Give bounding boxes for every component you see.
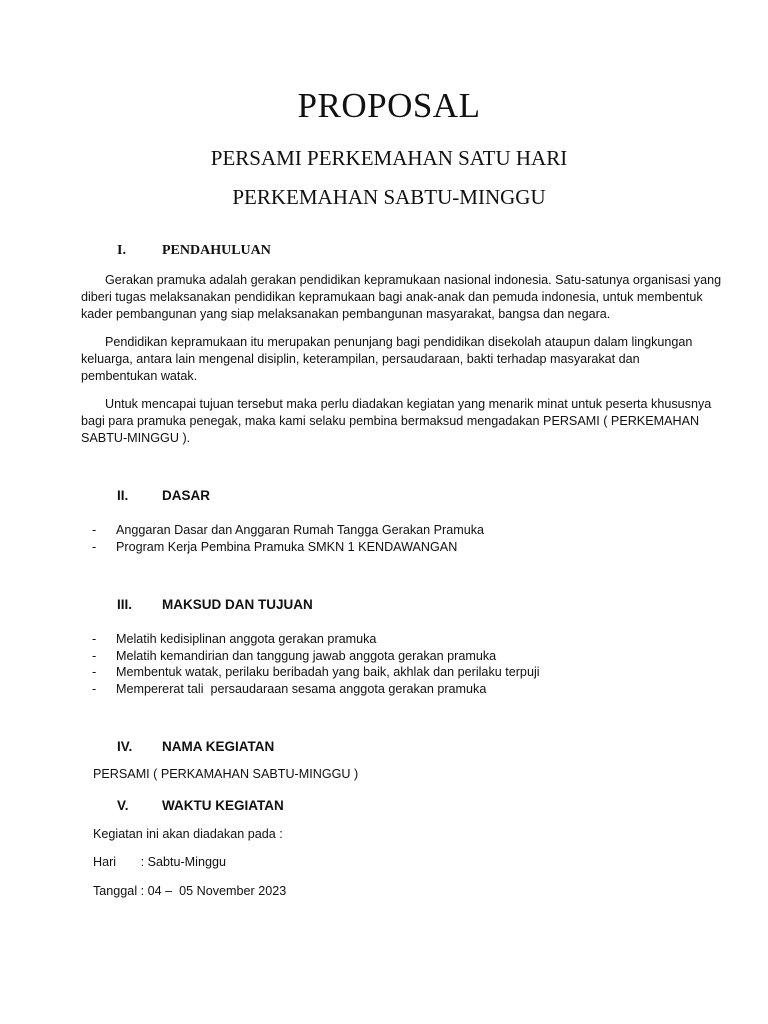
list-marker: - [92,681,97,696]
nama-kegiatan-text: PERSAMI ( PERKAMAHAN SABTU-MINGGU ) [93,767,359,781]
waktu-hari-text: Hari : Sabtu-Minggu [93,855,226,869]
paragraph-pendahuluan-3 [81,396,735,447]
list-item [92,539,484,556]
paragraph-line: Untuk mencapai tujuan tersebut maka perlu diadakan kegiatan yang menarik minat untuk peserta khususnya [105,397,712,411]
list-marker: - [92,632,97,646]
section-title: NAMA KEGIATAN [162,739,275,754]
document-subtitle-1: PERSAMI PERKEMAHAN SATU HARI [210,146,568,170]
waktu-tanggal-text: Tanggal : 04 – 05 November 2023 [93,884,287,898]
paragraph-line: pembentukan watak. [81,369,198,383]
list-item [92,648,540,665]
document-subtitle-2: PERKEMAHAN SABTU-MINGGU [232,185,546,209]
paragraph-line: bagi para pramuka penegak, maka kami selaku pembina bermaksud mengadakan PERSAMI ( PERKEMAHAN [81,414,700,428]
list-item-text: Melatih kedisiplinan anggota gerakan pramuka [116,632,377,646]
section-number: I. [117,243,126,258]
list-marker: - [92,539,97,554]
maksud-tujuan-list [92,631,540,697]
section-title: DASAR [162,488,211,503]
dasar-list [92,522,484,555]
section-number: V. [117,798,129,813]
list-marker: - [92,665,97,679]
section-title: WAKTU KEGIATAN [162,798,284,813]
section-number: III. [117,597,133,612]
list-item-text: Program Kerja Pembina Pramuka SMKN 1 KENDAWANGAN [116,539,458,554]
paragraph-line: keluarga, antara lain mengenal disiplin, keterampilan, persaudaraan, bakti terhadap masyarakat dan [81,352,640,366]
list-item-text: Membentuk watak, perilaku beribadah yang baik, akhlak dan perilaku terpuji [116,665,540,679]
paragraph-pendahuluan-1 [81,272,735,323]
list-item-text: Anggaran Dasar dan Anggaran Rumah Tangga Gerakan Pramuka [116,523,485,537]
section-title: MAKSUD DAN TUJUAN [162,597,313,612]
paragraph-line: SABTU-MINGGU ). [81,431,191,445]
paragraph-line: Gerakan pramuka adalah gerakan pendidikan kepramukaan nasional indonesia. Satu-satunya organisasi yang [105,273,722,287]
paragraph-pendahuluan-2 [81,334,735,385]
section-title: PENDAHULUAN [162,243,271,258]
list-item [92,522,484,539]
section-number: IV. [117,739,133,754]
list-marker: - [92,648,97,663]
list-item-text: Mempererat tali persaudaraan sesama anggota gerakan pramuka [116,681,487,696]
list-marker: - [92,523,97,537]
list-item-text: Melatih kemandirian dan tanggung jawab anggota gerakan pramuka [116,648,497,663]
document-title: PROPOSAL [297,86,481,125]
paragraph-line: kader pembangunan yang siap melaksanakan pembangunan masyarakat, bangsa dan negara. [81,307,611,321]
paragraph-line: Pendidikan kepramukaan itu merupakan penunjang bagi pendidikan disekolah ataupun dalam lingkungan [105,335,693,349]
paragraph-line: diberi tugas melaksanakan pendidikan kepramukaan bagi anak-anak dan pemuda indonesia, untuk membentuk [81,290,703,304]
section-number: II. [117,488,129,503]
list-item [92,664,540,681]
list-item [92,631,540,648]
waktu-intro-text: Kegiatan ini akan diadakan pada : [93,827,283,841]
list-item [92,681,540,698]
